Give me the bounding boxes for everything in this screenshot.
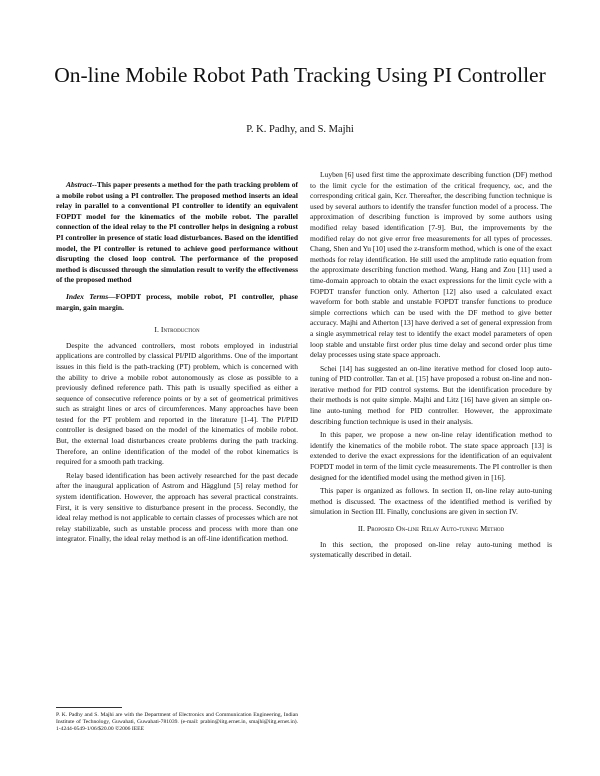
footnote-rule <box>56 707 122 708</box>
right-column <box>310 170 552 564</box>
authors: P. K. Padhy, and S. Majhi <box>246 124 354 135</box>
body-paragraph: This paper is organized as follows. In section II, on-line relay auto-tuning method is discussed. The exactness of the identified method is verified by simulation in Section III. Finally, conclusions are given in section IV. <box>310 486 552 517</box>
section-heading-introduction: I. Introduction <box>154 325 200 335</box>
intro-paragraph: Despite the advanced controllers, most robots employed in industrial applications are controlled by classical PI/PID algorithms. One of the important issues in this field is the path-tracking (PT) problem, which is concerned with the ability to drive a mobile robot autonomously as close as possible to a previously defined reference path. This path is usually specified as either a sequence of consecutive reference points or by a set of geometrical primitives such as straight lines or arcs of circumferences. Many approaches have been tested for the PT problem and reported in the literature [1-4]. The PI/PID controller is designed based on the model of the kinematics of mobile robot. But, the external load disturbances create problems during the path tracking. Therefore, an online identification of the model of the robot kinematics is required for a smooth path tracking. <box>56 340 298 467</box>
index-terms-label: Index Terms <box>66 291 109 301</box>
abstract-label: Abstract <box>66 180 92 189</box>
intro-paragraph: Relay based identification has been actively researched for the past decade after the inaugural application of Astrom and Hägglund [5] relay method for system identification. However, the approach has several practical constraints. First, it is very sensitive to disturbance present in the process. Secondly, the ideal relay method is not applicable to certain classes of processes which are not relay stabilizable, such as unstable process and process with more than one integrator. Finally, the ideal relay method is an off-line identification method. <box>56 470 298 544</box>
index-terms <box>56 292 298 313</box>
body-paragraph: Schei [14] has suggested an on-line iterative method for closed loop auto-tuning of PID controller. Tan et al. [15] have proposed a robust on-line and non-iterative method for PID control systems. But the identification procedure by their methods is not quite simple. Majhi and Litz [16] have given an simple on-line auto-tuning method for PID controller. However, the approximate describing function technique is used in their analysis. <box>310 363 552 426</box>
body-paragraph: Luyben [6] used first time the approximate describing function (DF) method to the limit cycle for the estimation of the critical frequency, ωc, and the corresponding critical gain, Kcr. Thereafter, the describing function technique is used by several authors to identify the transfer function model of a process. The approximation of describing function is improved by some authors using modified relay based identification [7-9]. But, the improvements by the modified relay do not give error free measurements for all types of processes. Chang, Shen and Yu [10] used the z-transform method, which is one of the exact methods for relay identification. He still used the amplitude ratio equation from the approximate describing function method. Wang, Hang and Zou [11] used a time-domain approach to obtain the exact expressions for the limit cycle with a FOPDT transfer function only. Atherton [12] also used a calculated exact waveform for both stable and unstable FOPDT transfer functions to produce simple corrections which can be used with the DF method to give better accuracy. Majhi and Atherton [13] have derived a set of general expression from a single asymmetrical relay test to identify the exact model parameters of open loop stable and unstable first order plus time delay and second order plus time delay processes using state space approach. <box>310 170 552 360</box>
footnote: P. K. Padhy and S. Majhi are with the Department of Electronics and Communication Engineering, Indian Institute of Technology, Guwahati, Guwahati-781039. (e-mail: prabin@iitg.ernet.in, smajhi@iitg.ernet.in). 1-4244-0549-1/06/$20.00 ©2006 IEEE <box>56 712 298 733</box>
paper-title: On-line Mobile Robot Path Tracking Using PI Controller <box>54 63 546 87</box>
section-heading-method: II. Proposed On-line Relay Auto-tuning Method <box>357 524 505 533</box>
index-terms-text: —FOPDT process, mobile robot, PI controller, phase margin, gain margin. <box>56 291 298 312</box>
method-paragraph: In this section, the proposed on-line relay auto-tuning method is systematically described in detail. <box>310 539 552 560</box>
abstract <box>56 180 298 286</box>
left-column <box>56 180 298 548</box>
body-paragraph: In this paper, we propose a new on-line relay identification method to identify the kinematics of the mobile robot. The state space approach [13] is extended to derive the exact expressions for the identification of an equivalent FOPDT model in term of the limit cycle measurements. The PI controller is then designed for the identified model using the method given in [16]. <box>310 430 552 482</box>
abstract-text: --This paper presents a method for the path tracking problem of a mobile robot using a PI controller. The proposed method inserts an ideal relay in parallel to a conventional PI controller to identify an equivalent FOPDT model for the kinematics of the mobile robot. The parallel connection of the ideal relay to the PI controller helps in designing a robust PI controller in presence of static load disturbances. Based on the identified model, the PI controller is retuned to achieve good performance without disrupting the closed loop control. The performance of the proposed method is discussed through the simulation result to verify the effectiveness of the proposed method <box>56 180 298 285</box>
